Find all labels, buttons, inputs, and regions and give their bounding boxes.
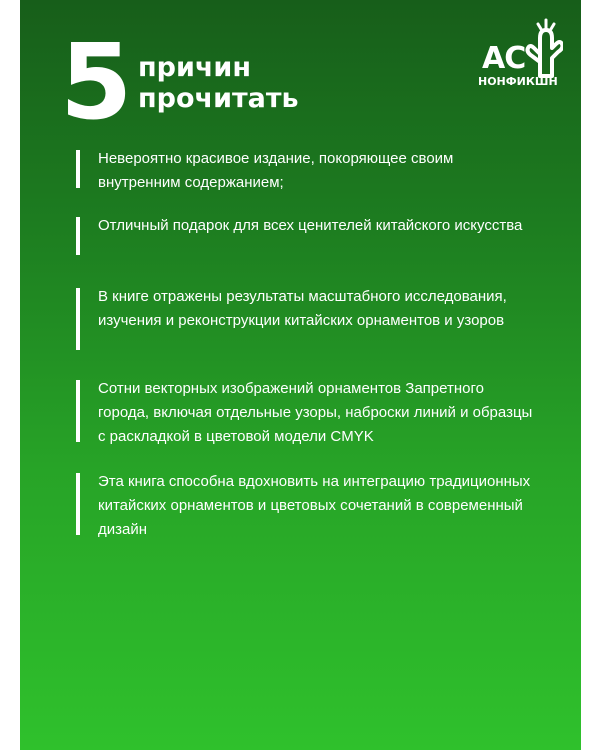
reason-text-2: Отличный подарок для всех ценителей китайского искусства: [98, 217, 523, 234]
reasons-count: 5: [60, 21, 133, 143]
reason-divider: [76, 150, 80, 188]
reason-text-3: В книге отражены результаты масштабного исследования, изучения и реконструкции китайских орнаментов и узоров: [98, 288, 507, 329]
publisher-logo: [478, 18, 563, 98]
title-line-2: прочитать: [138, 83, 299, 114]
page-title: [138, 52, 299, 114]
reason-divider: [76, 380, 80, 442]
reason-divider: [76, 288, 80, 350]
logo-letters: АС: [482, 41, 526, 76]
reason-text-4: Сотни векторных изображений орнаментов Запретного города, включая отдельные узоры, наброски линий и образцы с раскладкой в цветовой модели CMYK: [98, 380, 533, 445]
logo-subtitle: НОНФИКШН: [478, 75, 558, 88]
reasons-card: [20, 0, 581, 750]
reason-text-1: Невероятно красивое издание, покоряющее своим внутренним содержанием;: [98, 150, 454, 191]
reason-divider: [76, 217, 80, 255]
reason-divider: [76, 473, 80, 535]
title-line-1: причин: [138, 52, 252, 83]
reason-text-5: Эта книга способна вдохновить на интеграцию традиционных китайских орнаментов и цветовых сочетаний в современный дизайн: [98, 473, 531, 538]
